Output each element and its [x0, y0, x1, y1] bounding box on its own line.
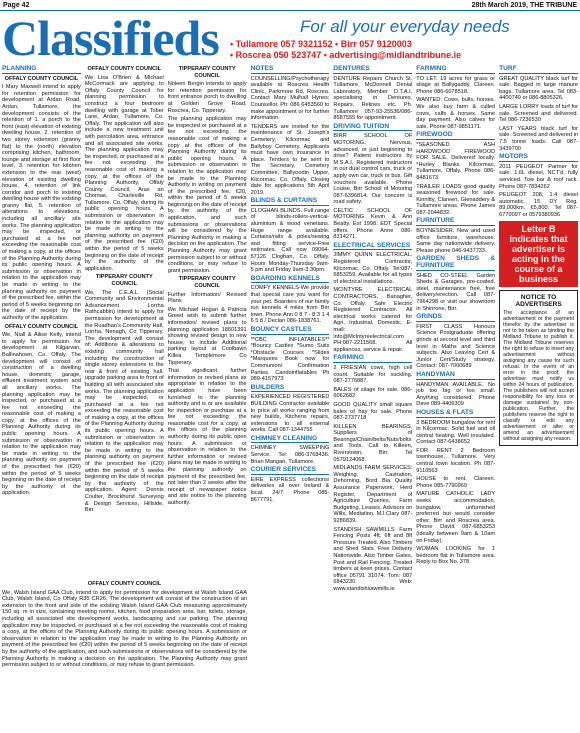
category-heading: GRINDS: [416, 314, 495, 322]
classified-ad: MCINTYRE ELECTRICAL CONTRACTORS, Banagher, Co. Offaly. Safe Electric Registered Contractor. All electrical works catered for Agri, Industrial, Domestic. E-mail: info@McIntyreelectrical.com PH:087-2211568. All appliances, service & repair.: [333, 287, 413, 353]
classified-ad: CLOGHAN BLINDS. Full range of blinds-rollers-vertical-aluminium & wood venetians. Huge range available. Curtains/rails & poles/sewing and fitting service-Free estimates. Call now 09064-57126 Cloghan, Co. Offaly. Hours Monday-Thursday 9am-5 pm and Friday 9am-3.30pm.: [250, 207, 330, 274]
classified-ad: COUNSELLING/Psychotherapy available at Roscrea Health Clinic, Parkmore Rd, Roscrea. Contact Mary Mulhall Hynes; Counsellor. Ph: 086 6453560 to make appointment or for further information.: [250, 75, 330, 122]
column-5: [333, 64, 412, 731]
category-heading: BOARDING KENNELS: [251, 276, 330, 284]
classified-ad: 2 FRIESIAN cows, high cell count. Suitable for suckling. 087-2776887.: [333, 364, 413, 385]
classified-ad: I Mary Maxwell intend to apply for retention permission for development at Ardan Road, Ardan, Tullamore, the development consists of the retention of 1. a porch to the front (east) elevation of existing dwelling house, 2. retention of two storey extension (granny flat) to the (north) elevation comprising kitchen, bathroom, lounge and storage at first floor level, 3. retention for kitchen extension to the rear (west) elevation of existing dwelling house, 4. retention of link corridor and porch to existing dwelling house with the existing granny flat, 5. retention of alterations to elevations, including all ancillary site works. The planning application may be inspected, or purchased at a fee not exceeding the reasonable cost of making a copy, at the offices of the Planning Authority during its public opening hours. A submission or observation in relation to the application may be made in writing to the planning authority on payment of the prescribed fee, within the period of 5 weeks beginning on the date of receipt by the authority of the application.: [2, 84, 81, 321]
category-heading: GARDEN SHEDS & FURNITURE: [416, 255, 496, 270]
classified-ad: WANTED: Cows, bulls, horses. We also buy farm & culled cows, calfs & horses. Same day payment. Also calves for sale. Phone 087-9851171.: [416, 97, 496, 130]
classified-ad: KILLEEN BEARINGS, Suppliers of Bearings/Chain/belts/Nuts/bolts and Tools. Call to Killeen, Riverstown, Birr. Tel 0579124068.: [333, 423, 413, 463]
classified-ad: 3 BEDROOM bungalow for rent in Kilcormac. Solid fuel and oil central heating. Well insulated. Contact 087-6438652: [416, 419, 496, 446]
contact-phones: • Tullamore 057 9321152 • Birr 057 9120003: [230, 39, 412, 49]
classified-ad: TRAILER LOADS good quality seasoned firewood for sale. Kinnitty, Clareen, Glenaddery & Tullamore areas. Phone James 087-2044832.: [416, 183, 496, 216]
category-heading: FIREWOOD: [416, 132, 495, 140]
column-6: [416, 64, 495, 731]
classified-ad: GOOD QUALITY small square bales of hay for sale. Phone 087-2737718: [333, 401, 413, 422]
category-heading: BUILDERS: [251, 385, 330, 393]
classified-ad: We Lisa O'Brien & Michael McCormack are applying to Offaly County Council for planning permission to construct a four bedroom dwelling with garage at Tober Lane, Ardan, Tullamore, Co. Offaly. The application will also include a new treatment unit with percolation area, entrance and all associated site works. The planning application may be inspected, or purchased at a fee not exceeding the reasonable cost of making a copy, at the offices of the Planning Authority, Offaly County Council, Aras an Chontae, Charleville Rd, Tullamore, Co. Offaly, during its public opening hours. A submission or observation in relation to the application may be made in writing to the planning authority on payment of the prescribed fee (€20) within the period of 5 weeks beginning on the date of receipt by the authority of the application.: [84, 74, 164, 272]
classified-ad: Noleen Bergin intends to apply for retention permission for front entrance porch to dwelling at Golden Grove Road, Roscrea, Co. Tipperary.: [167, 81, 247, 114]
category-heading: TURF: [499, 66, 578, 74]
classified-ad: We, The C.E.A.L. (Social Community and Environmental Advancement Lorrha Rathcabbin) intend to apply for permission for development at the Ruadhan's Community Hall, Lorrha, Nenagh, Co Tipperary. The development will consist of: Additions & alterations to existing community hall including the construction of single storey extensions to the rear & front of existing hall, upgrade parking area to front of building all with associated site works. The planning application may be inspected, or purchased at a fee not exceeding the reasonable cost of making a copy, at the offices of the Planning Authority during its public opening hours. A submission or observation in relation to the application may be made in writing to the planning authority on payment of the prescribed fee (€20) within the period of 5 weeks beginning on the date of receipt by the authority of the application. Agent: Dennis Coulter, Brockhurst Surveying & Design Services, Hillside, Birr.: [84, 289, 164, 514]
classified-ad: EXPERIENCED REGISTERED BUILDING Contractor available to price all works ranging from new builds, Kitchens repairs, extensions to all external works. Call 087-1344755: [250, 394, 330, 434]
classified-ad: STANDISH SAWMILLS Farm Fencing Posts 4ft, 6ft and 8ft Pressure Treated. Also Timbers and Shed Slats. Free Delivery Nationwide. Also Timber Gates, Post and Rail Fencing. Treated timbers at keen prices. Contact office 05791 31074. Tom: 087 6843230. Web: www.standishsawmills.ie: [333, 526, 413, 592]
walsh-island-notice: [2, 579, 247, 731]
classified-ad: We, Niall & Ailise Kelly, intend to apply for permission for development at Kilgarvan, Ballinahown, Co. Offaly. The development will consist of construction of a dwelling house, domestic garage, effluent treatment system and all ancillary works. The planning application may be inspected, or purchased at a fee not exceeding the reasonable cost of making a copy, at the offices of the Planning Authority during its public opening hours. A submission or observation in relation to the application may be made in writing to the planning authority on payment of the prescribed fee (€20) within the period of 5 weeks beginning on the date of receipt by the authority of the application.: [2, 332, 81, 497]
issue-date: 28th March 2019, THE TRIBUNE: [471, 1, 577, 9]
category-heading: NOTES: [251, 66, 330, 74]
classified-ad: DENTURE Repairs Church St. Tullamore, McDonnell Denial Laboratory, Member D.T.A.I, specialising in Dentures, Repairs, Relines etc. Ph. Tullamore 057-93-25536/086-8587555 for appointment.: [333, 75, 413, 122]
category-heading: FURNITURE: [416, 218, 495, 226]
category-heading: DRIVING TUITION: [333, 124, 412, 132]
council-heading: TIPPERARY COUNTY COUNCIL: [95, 274, 153, 287]
column-4: [251, 64, 330, 731]
classified-ad: 2011 PEUGEOT Partner for sale. 1.6L diesel, NCT'd, fully serviced. Tow bar & roof rack. Phone 087-7834262: [499, 163, 578, 190]
classified-ad: SHED CO-STEEL Garden Sheds & Garages, pre-coated, steel, maintenance free, free delivery/erection. Call 087-7964298 or visit our showroom in Shinrone, Birr.: [416, 272, 496, 312]
classified-ad: *SEASONED ASH HARDWOOD FIREWOOD FOR SALE, Delivered locally. *Hurley Blanks. Kilcormac, Tullamore, Offaly. Phone 086-8481673.: [416, 141, 496, 181]
notice-text: The acceptance of an advertisement or the payment therefor by the advertiser is not to be taken as binding the Midland Tribune to publish it. The Midland Tribune reserves the right to refuse to insert any advertisement without assigning any cause for such refusal. In the event of an error in the proof, the advertiser must notify us within 24 hours of publication. The publishers will not accept responsibility for any loss or damage sustained by non-publication. Further, the publishers reserve the right to classify or edit any advertisement or alter or amend an advertisement without assigning any reason.: [503, 310, 574, 443]
classified-ad: BIRR SCHOOL OF MOTORING. Nervous, advanced, or just beginning to drive? Patient instructors by M.S.A.I. Registered instructors in our dual control cars, truck or apply own car, truck or bus. Gift vouchers available. Phone Louise, Birr School of Motoring 087-6396814. Our concern is road safety.: [333, 133, 413, 206]
classified-ad: WOMAN LOOKING for 1 bedroom flat in Tullamore area. Reply to Box No. 378: [416, 546, 496, 566]
classified-ad: The planning application may be inspected or purchased at a fee not exceeding the reasonable cost of making a copy at the offices of the Planning Authority during its public opening hours. A submission or observation in relation to the application may be made to the Planning Authority in writing on payment of the prescribed fee, €20, within the period of 5 weeks beginning on the date of receipt by the authority of the application, and such submissions or observations will be considered by the Planning Authority in making a decision on the application. The Planning Authority may grant permission subject to or without conditions, or may refuse to grant permission.: [167, 116, 247, 274]
classified-ad: FIRST CLASS Honours Science Postgraduate offering grinds at second level and third level in Maths and Science subjects. Also Leaving Cert & Junior Cert/Study strategy. Contact: 087-7000689: [416, 323, 496, 370]
classified-ad: PEUGEOT 208, 1.4 diesel automatic. 15 DY Reg. 89,000km. €5,800. Tel 087-6770097 or 0579380936: [499, 192, 578, 218]
classified-ad: That significant further information or revised plans as appropriate in relation to the application have been furnished to the planning authority and is or are available for inspection or purchase at a fee not exceeding the reasonable cost for a copy, at the offices of the planning authority during its public open hours. A submission or observation in relation to the further information or revised plans may be made in writing to the planning authority on payment of the prescribed fee, not later than 2 weeks after the receipt of newspaper notice and site notice to the planning authority.: [167, 368, 247, 506]
classified-ad: LARGE LORRY loads of turf for sale. Screened and delivered. Tel 086-7236530: [499, 103, 578, 124]
classified-ad: BALES of silage for sale. 086-6062682: [333, 386, 413, 400]
notice-authority: OFFALY COUNTY COUNCIL: [87, 581, 162, 587]
category-heading: HANDYMAN: [416, 372, 495, 380]
council-heading: OFFALY COUNTY COUNCIL: [87, 66, 162, 72]
tagline: For all your everyday needs: [300, 17, 510, 36]
classified-ad: HANDYMAN AVAILABLE. No job too big or too small. Anything considered. Phone Dave 089-4406309: [416, 381, 496, 408]
classified-ad: TO LET. 19 acres for grass or silage at Ballygaddy, Clareen. Phone 086-6078518.: [416, 75, 496, 95]
council-heading: OFFALY COUNTY COUNCIL: [4, 323, 79, 330]
classified-ad: GREAT QUALITY black turf for sale. Bagged in large manure bags. Tullamore area. Tel 083-4400749 or 086-8805326.: [499, 75, 578, 102]
classified-ad: JIMMY QUINN ELECTRICAL. Registered Contractor, Kilcormac, Co. Offaly. Tel:087-6853259. Available for all types of electrical installations.: [333, 252, 413, 285]
notice-text: We, Walsh Island GAA Club, intend to apply for permission for development at Walsh Island GAA Club, Walsh Island, Co Offaly R35 CR26. The development will consist of the construction of an extension to the front and side of the existing Walsh Island GAA Club measuring approximately 150 sq. m in size, containing meeting rooms, kitchen, food preparation area, bar, toilets, storage, including all associated site development works, landscaping and car parking. The planning application may be inspected, or purchased at a fee not exceeding the reasonable cost of making a copy, at the offices of the Planning Authority during its public opening hours. A submission or observation in relation to the application may be made in writing to the Planning Authority on payment of the prescribed fee (€20) within the period of 5 weeks beginning on the date of receipt by the authority of the application, and such submissions or observations will be considered by the Planning Authority in making a decision on the application. The Planning Authority may grant permission subject to or without conditions, or may refuse to grant permission.: [2, 589, 247, 669]
category-heading: DENTURES: [333, 66, 412, 74]
classified-ad: BOYNESIDER. New and used office furniture, warehouse. Same day nationwide delivery. Please phone 046-9437733.: [416, 228, 496, 254]
contact-block: [230, 39, 461, 61]
classified-ad: CELTIC SCHOOL OF MOTORING Kevin & Ann Beatty. Est 1998. EDT Special offers. Phone Anne 086-8314271.: [333, 207, 413, 241]
classified-ad: **CBC INFLATABLES** *Bouncy Castles *Sumo Suits *Obstacle Courses *Slides *Marquees Book now for Communion/ Confirmation Parties. Candoinflatables Ph 089-4157973: [250, 336, 330, 383]
classified-ad: COMFY KENNELS-We provide that special care you want for your pet. Boarders of our family run kennels 4 miles from Birr town. Phone Ann 0 8 7 - 8 3 1 4 6 5 8 / Declan 086-1838761.: [250, 285, 330, 325]
category-heading: FARMING: [416, 66, 495, 74]
category-heading: COURIER SERVICES: [251, 467, 330, 475]
category-heading: ELECTRICAL SERVICES: [333, 243, 412, 251]
letter-b-box: Letter B indicates that advertiser is acting in the course of a business: [499, 221, 578, 287]
category-heading: HOUSES & FLATS: [416, 410, 495, 418]
classified-ad: LAST YEARS black turf for sale. Screened and delivered in 7.5 tonne loads. Call 087-3439700: [499, 125, 578, 152]
category-heading: MOTORS: [499, 154, 578, 162]
classified-ad: Further Information/ Revised Plans: [167, 291, 247, 305]
masthead: [0, 10, 580, 66]
category-heading: FARMING: [333, 355, 412, 363]
page-number: Page 42: [3, 1, 30, 9]
classified-ad: EIRE EXPRESS collections/ deliveries all over Ireland & local. 24/7. Phone 085-8677791.: [250, 476, 330, 503]
council-heading: TIPPERARY COUNTY COUNCIL: [178, 66, 236, 79]
classified-ad: We Michael Hogan & Patricia Greed wish to submit further information/ revised plans to planning application 18601391 showing revised design to new house, to include Additional parking layout at Coolbawn Killea Templemore Co Tipperary.: [167, 306, 247, 366]
category-heading: BLINDS & CURTAINS: [251, 198, 330, 206]
classified-ad: HOUSE to rent. Clareen. Phone 085-7790969: [416, 476, 496, 489]
classified-ad: FOR RENT 2 Bedroom townhouse, Tullamore. Very central town location. Ph 087-9110563: [416, 447, 496, 474]
category-heading: BOUNCY CASTLES: [251, 327, 330, 335]
classified-ad: MATURE CATHOLIC LADY seeks accommodation, bungalow, unfurnished preferred but would consider other. Birr and Roscrea area. Phone David 087-6853253 (ideally between 9am & 10am on Friday).: [416, 491, 496, 544]
notice-to-advertisers: [499, 290, 578, 446]
category-heading: PLANNING: [2, 66, 81, 74]
category-heading: CHIMNEY CLEANING: [251, 436, 330, 444]
classified-ad: CHIMNEY SWEEPING Service. Tel: 086-3768436. Brian Mangan, Tullamore.: [250, 445, 330, 465]
notice-heading: NOTICE TO ADVERTISERS: [515, 294, 562, 309]
column-7: [499, 64, 578, 731]
classified-ad: MIDLANDS FARM SERVICES: Weighing, Castration, Dehorning, Bord Bia Quality Assurance Paperwork, Herd Register, Department of Agriculture Queries, Farm Budgeting, Leases, Advisors on Wills, Mediation. MJ Clary 087-9286839.: [333, 465, 413, 524]
council-heading: OFFALY COUNTY COUNCIL: [4, 75, 79, 82]
section-title: Classifieds: [2, 10, 219, 66]
classified-ad: TENDERS are invited for the maintenance of St. Joseph's Cemetery, Kilcormac and Ballyboy Cemetery. Applicants must have own insurance in place. Tenders to be sent to The Secretary, Cemetery Committee, Ballyoodin Upper, Kilcormac, Co. Offaly. Closing date for applications 5th April 2019.: [250, 123, 330, 196]
council-heading: TIPPERARY COUNTY COUNCIL: [178, 276, 236, 289]
contact-roscrea-email: • Roscrea 050 523747 • advertising@midlandtribune.ie: [230, 50, 462, 60]
